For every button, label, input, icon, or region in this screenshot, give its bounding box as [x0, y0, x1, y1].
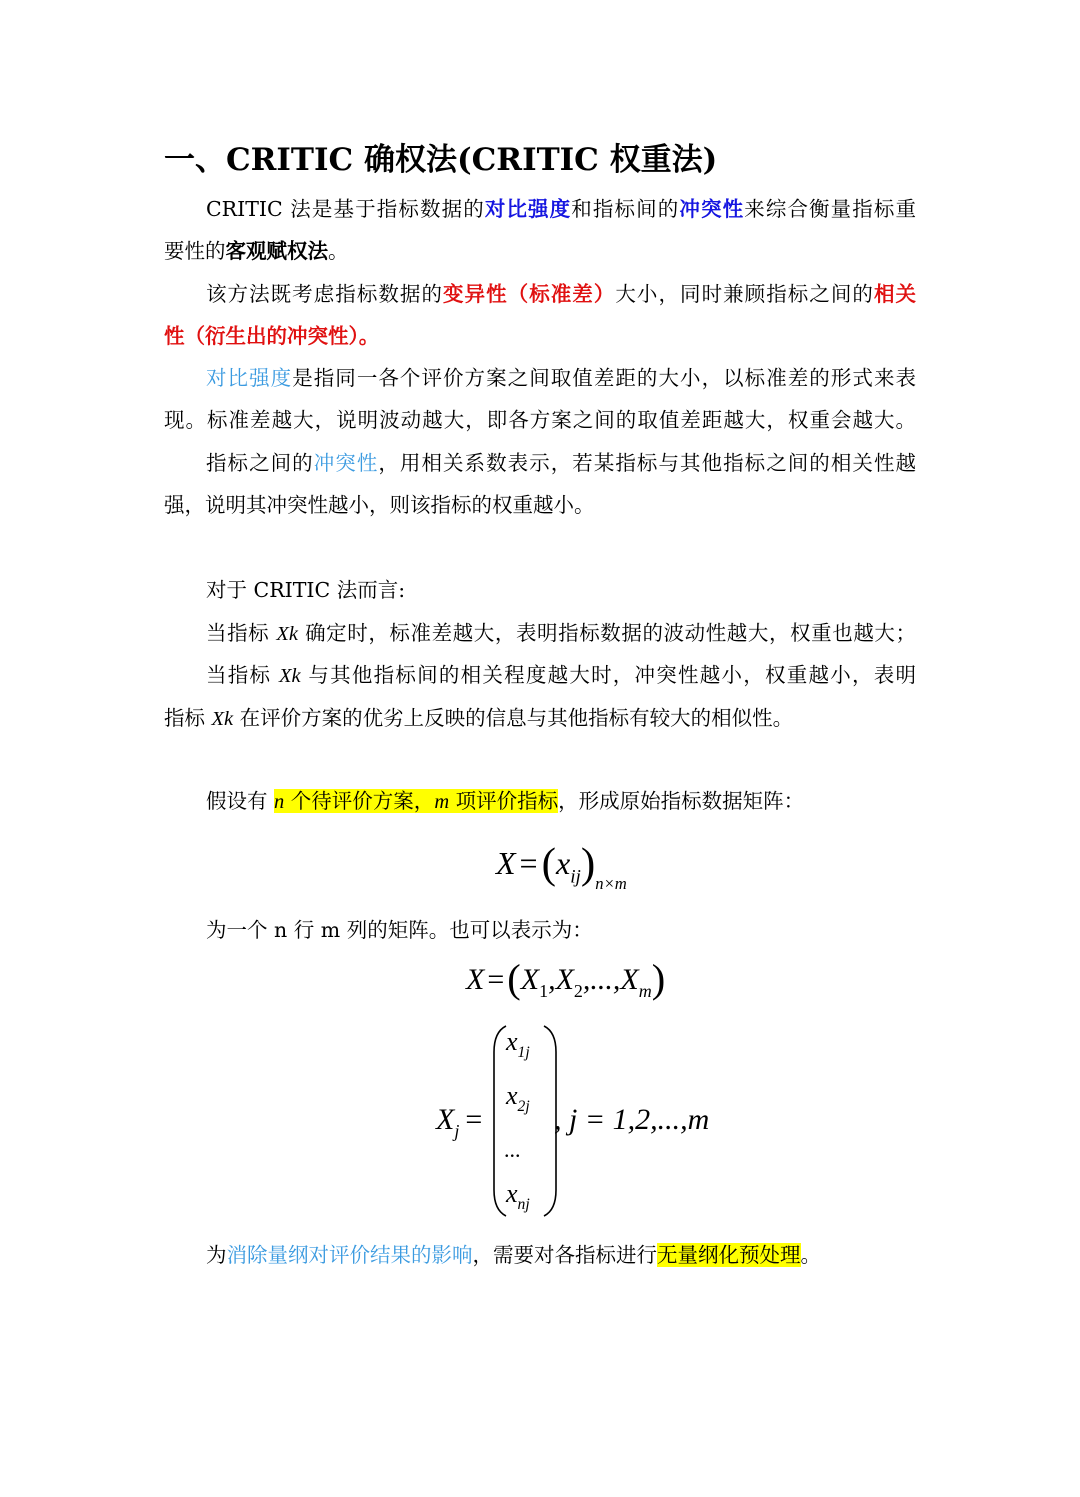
conflict-term: 冲突性	[679, 197, 745, 221]
text: CRITIC 法是基于指标数据的	[206, 197, 485, 221]
contrast-intensity-term: 对比强度	[206, 366, 293, 390]
text: 要性的	[164, 239, 226, 263]
vec: X	[520, 962, 540, 996]
formula-var-sub: ij	[570, 866, 581, 888]
entry-var: x	[506, 1179, 518, 1208]
entry-var: x	[506, 1027, 518, 1056]
matrix-entry-1	[506, 1026, 530, 1069]
conflict-term: 冲突性	[313, 451, 379, 475]
para2-line2	[164, 321, 379, 351]
formula-lhs: X	[466, 962, 485, 996]
left-bracket	[494, 1026, 506, 1216]
text: 该方法既考虑指标数据的	[206, 282, 444, 306]
formula-column-vectors	[466, 956, 665, 1014]
highlight	[274, 789, 558, 813]
contrast-intensity-term: 对比强度	[484, 197, 572, 221]
text: 为	[206, 1243, 227, 1267]
text: 假设有	[206, 789, 275, 813]
entry-var: x	[506, 1081, 518, 1110]
text: 与其他指标间的相关程度越大时，冲突性越小，权重越小，表明	[300, 663, 916, 687]
left-paren: (	[541, 840, 556, 888]
vec-sub: 1	[539, 980, 549, 1001]
para1-line1	[206, 194, 916, 224]
para4-line2	[164, 490, 595, 520]
text: 和指标间的	[571, 197, 680, 221]
right-paren: )	[651, 956, 666, 1001]
formula-eq: =	[465, 1103, 483, 1136]
vec-sub: 2	[573, 980, 583, 1001]
para2-line1	[206, 279, 916, 309]
text: ，需要对各指标进行	[472, 1243, 657, 1267]
text: 指标	[164, 706, 212, 730]
text: 是指同一各个评价方案之间取值差距的大小，以标准差的形式来表	[292, 366, 916, 390]
text: 指标之间的	[206, 451, 314, 475]
para5-line1: 对于 CRITIC 法而言:	[206, 578, 406, 602]
variability-term: 变异性（标准差）	[443, 282, 616, 306]
vec: ,X	[548, 962, 574, 996]
text: 大小，同时兼顾指标之间的	[615, 282, 874, 306]
var-xk: Xk	[211, 708, 234, 730]
formula-dim-sub: n×m	[595, 873, 627, 893]
text: 来综合衡量指标重	[744, 197, 917, 221]
text: 确定时，标准差越大，表明指标数据的波动性越大，权重也越大；	[297, 621, 916, 645]
formula-xj-rhs: , j = 1,2,...,m	[554, 1103, 710, 1136]
text: 项评价指标	[449, 789, 559, 813]
entry-sub: 1j	[517, 1044, 530, 1062]
formula-eq: =	[519, 845, 538, 881]
text: 个待评价方案，	[284, 789, 435, 813]
matrix-entry-2	[506, 1080, 530, 1123]
normalization-highlight: 无量纲化预处理	[657, 1243, 801, 1267]
text: 现。标准差越大，说明波动越大，即各方案之间的取值差距越大，权重会越大。	[164, 408, 916, 432]
formula-lhs-sub: j	[454, 1121, 460, 1142]
text: 当指标	[206, 621, 277, 645]
para5-line2	[206, 618, 916, 649]
text: ，形成原始指标数据矩阵：	[558, 789, 805, 813]
var-m: m	[434, 791, 450, 813]
formula-lhs: X	[496, 845, 516, 881]
para5-line4	[164, 703, 793, 734]
text: 在评价方案的优劣上反映的信息与其他指标有较大的相似性。	[233, 706, 794, 730]
text: ，用相关系数表示，若某指标与其他指标之间的相关性越	[378, 451, 916, 475]
correlation-term: 相关	[873, 282, 916, 306]
formula-eq: =	[487, 962, 505, 996]
eliminate-dimension-term: 消除量纲对评价结果的影响	[226, 1243, 473, 1267]
text: 。	[800, 1243, 821, 1267]
para7: 为一个 n 行 m 列的矩阵。也可以表示为：	[206, 918, 593, 942]
formula-lhs: X	[436, 1103, 455, 1136]
text: 强，说明其冲突性越小，则该指标的权重越小。	[164, 493, 595, 517]
section-heading: 一、CRITIC 确权法(CRITIC 权重法)	[164, 142, 718, 178]
objective-weighting-term: 客观赋权法	[225, 239, 328, 263]
vec-sub: m	[638, 980, 652, 1001]
formula-matrix-def	[496, 838, 627, 909]
correlation-term-cont: 性（衍生出的冲突性）。	[164, 324, 380, 348]
para8	[206, 1240, 821, 1270]
para4-line1	[206, 448, 916, 478]
formula-var: x	[555, 845, 571, 881]
text: 当指标	[206, 663, 279, 687]
para3-line1	[206, 363, 916, 393]
left-paren: (	[507, 956, 521, 1001]
para3-line2	[164, 405, 916, 435]
entry-sub: nj	[517, 1196, 530, 1214]
var-xk: Xk	[276, 623, 298, 645]
para1-line2	[164, 236, 349, 266]
entry-var: ...	[504, 1137, 521, 1162]
right-paren: )	[580, 840, 596, 888]
entry-sub: 2j	[517, 1098, 530, 1116]
formula-xj-lhs	[436, 1100, 482, 1151]
var-n: n	[274, 791, 285, 813]
text: 。	[328, 239, 349, 263]
para5-line3	[206, 660, 916, 691]
para6	[206, 786, 804, 817]
matrix-entry-ellipsis	[504, 1134, 521, 1166]
var-xk: Xk	[279, 665, 301, 687]
matrix-entry-n	[506, 1178, 530, 1221]
vec: ,...,X	[582, 962, 639, 996]
